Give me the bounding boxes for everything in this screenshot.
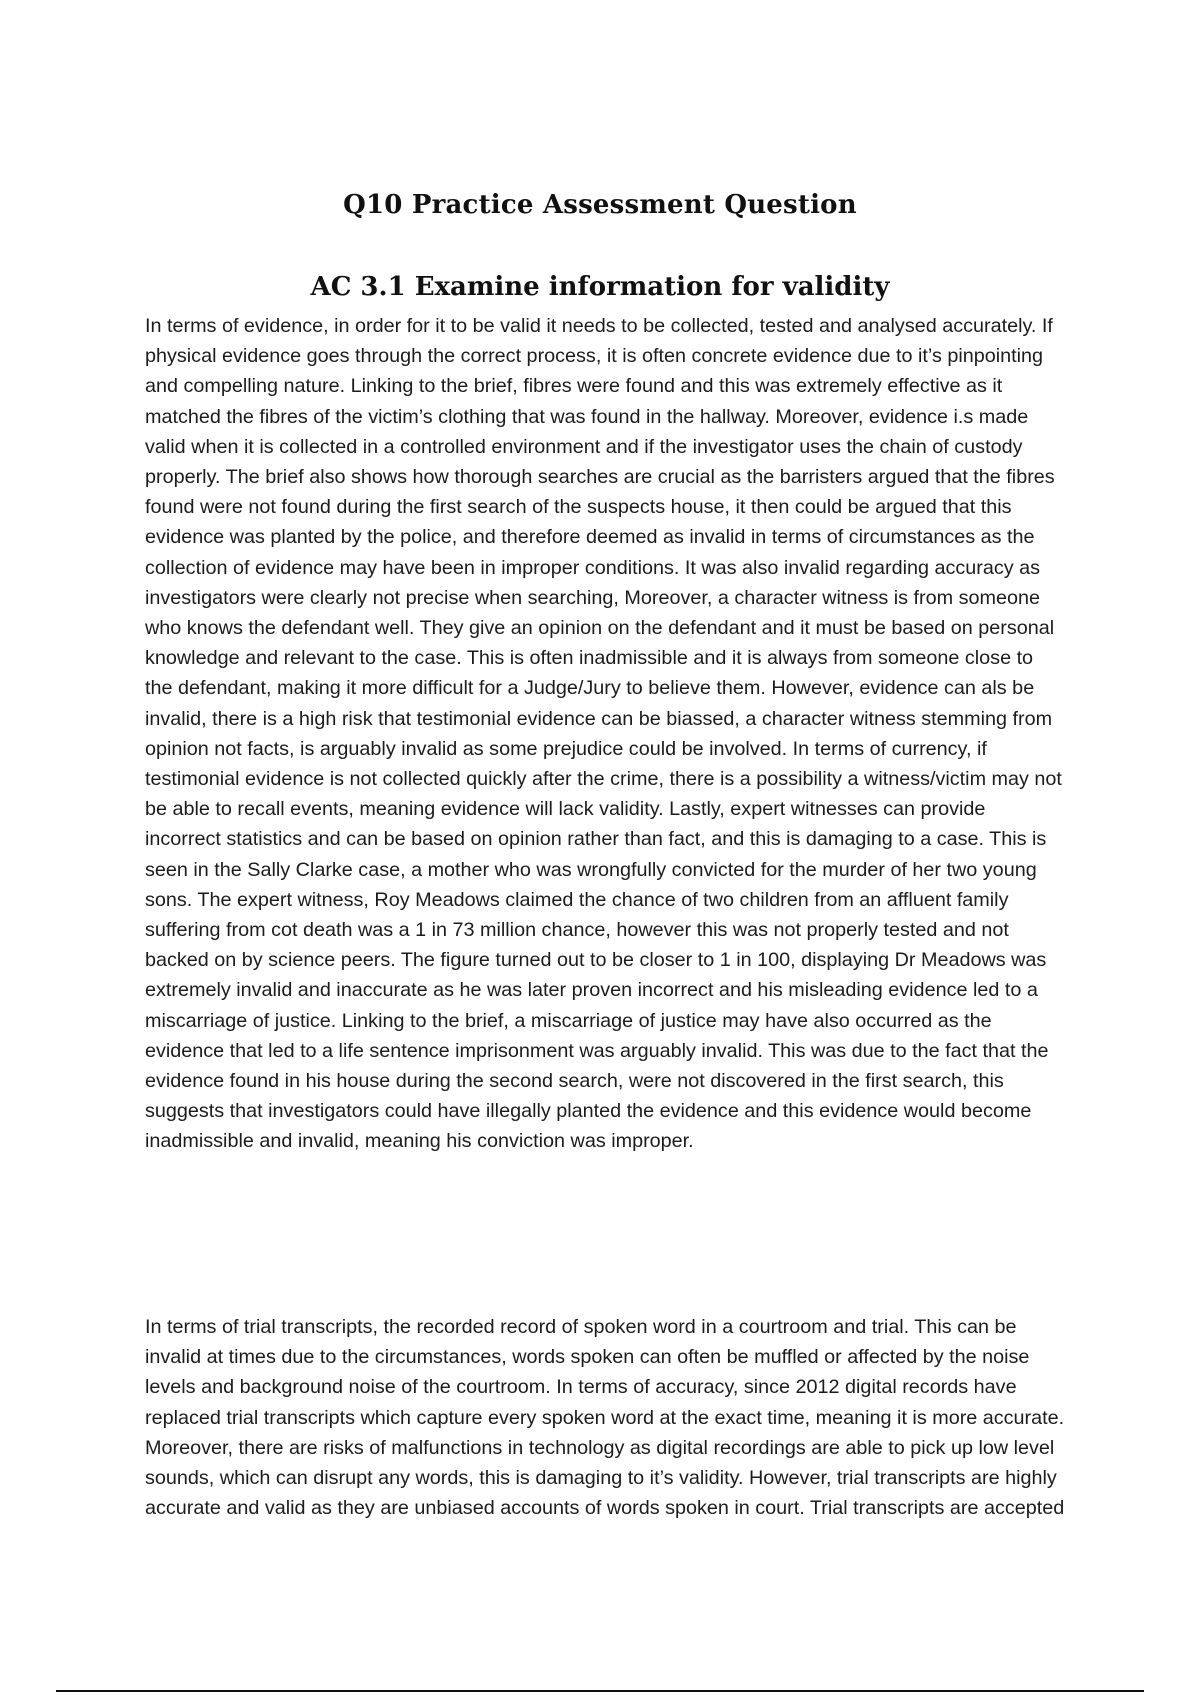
paragraph-trial-transcripts: In terms of trial transcripts, the recorded record of spoken word in a courtroom and trial. This can be invalid at times due to the circumstances, words spoken can often be muffled or affected by the noise levels and background noise of the courtroom. In terms of accuracy, since 2012 digital records have replaced trial transcripts which capture every spoken word at the exact time, meaning it is more accurate. Moreover, there are risks of malfunctions in technology as digital recordings are able to pick up low level sounds, which can disrupt any words, this is damaging to it’s validity. However, trial transcripts are highly accurate and valid as they are unbiased accounts of words spoken in court. Trial transcripts are accepted (145, 1316, 1065, 1520)
footer-divider (56, 1690, 1144, 1692)
section-heading: AC 3.1 Examine information for validity (310, 272, 890, 302)
page-title: Q10 Practice Assessment Question (343, 190, 857, 220)
paragraph-evidence-validity: In terms of evidence, in order for it to be valid it needs to be collected, tested and analysed accurately. If physical evidence goes through the correct process, it is often concrete evidence due to it’s pinpointing and compelling nature. Linking to the brief, fibres were found and this was extremely effective as it matched the fibres of the victim’s clothing that was found in the hallway. Moreover, evidence i.s made valid when it is collected in a controlled environment and if the investigator uses the chain of custody properly. The brief also shows how thorough searches are crucial as the barristers argued that the fibres found were not found during the first search of the suspects house, it then could be argued that this evidence was planted by the police, and therefore deemed as invalid in terms of circumstances as the collection of evidence may have been in improper conditions. It was also invalid regarding accuracy as investigators were clearly not precise when searching, Moreover, a character witness is from someone who knows the defendant well. They give an opinion on the defendant and it must be based on personal knowledge and relevant to the case. This is often inadmissible and it is always from someone close to the defendant, making it more difficult for a Judge/Jury to believe them. However, evidence can als be invalid, there is a high risk that testimonial evidence can be biassed, a character witness stemming from opinion not facts, is arguably invalid as some prejudice could be involved. In terms of currency, if testimonial evidence is not collected quickly after the crime, there is a possibility a witness/victim may not be able to recall events, meaning evidence will lack validity. Lastly, expert witnesses can provide incorrect statistics and can be based on opinion rather than fact, and this is damaging to a case. This is seen in the Sally Clarke case, a mother who was wrongfully convicted for the murder of her two young sons. The expert witness, Roy Meadows claimed the chance of two children from an affluent family suffering from cot death was a 1 in 73 million chance, however this was not properly tested and not backed on by science peers. The figure turned out to be closer to 1 in 100, displaying Dr Meadows was extremely invalid and inaccurate as he was later proven incorrect and his misleading evidence led to a miscarriage of justice. Linking to the brief, a miscarriage of justice may have also occurred as the evidence that led to a life sentence imprisonment was arguably invalid. This was due to the fact that the evidence found in his house during the second search, were not discovered in the first search, this suggests that investigators could have illegally planted the evidence and this evidence would become inadmissible and invalid, meaning his conviction was improper. (145, 315, 1062, 1153)
